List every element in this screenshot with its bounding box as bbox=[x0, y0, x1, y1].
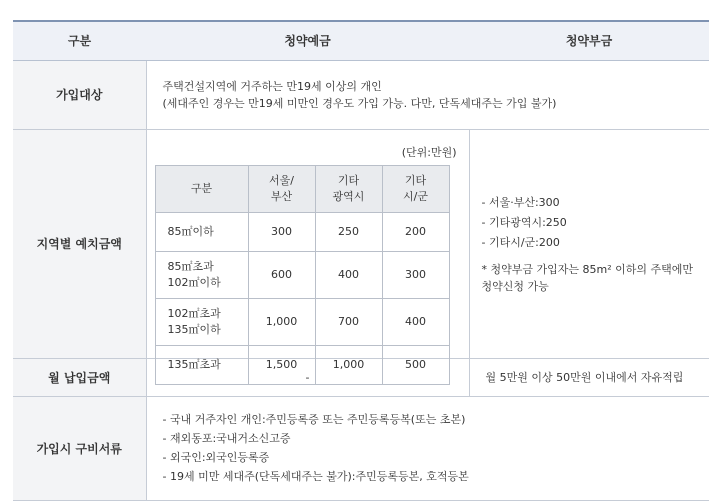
table-row bbox=[155, 345, 449, 384]
list-item: - 19세 미만 세대주(단독세대주는 불가):주민등록등본, 호적등본 bbox=[162, 470, 469, 483]
table-row bbox=[155, 298, 449, 345]
cell-value: 250 bbox=[315, 212, 382, 251]
deposit-amount-table bbox=[155, 165, 450, 385]
list-item: - 기타시/군:200 bbox=[481, 235, 560, 249]
header-category: 구분 bbox=[13, 21, 146, 60]
deposit-row bbox=[13, 129, 709, 358]
list-item: - 서울·부산:300 bbox=[481, 195, 560, 209]
documents-row bbox=[13, 396, 709, 500]
documents-list-cell bbox=[146, 396, 709, 500]
deposit-label: 지역별 예치금액 bbox=[13, 129, 146, 358]
deposit-header-metro: 기타 광역시 bbox=[315, 165, 382, 212]
deposit-header-other: 기타 시/군 bbox=[382, 165, 449, 212]
deposit-table-header bbox=[155, 165, 449, 212]
cell-value: 600 bbox=[248, 251, 315, 298]
cell-value: 400 bbox=[382, 298, 449, 345]
eligibility-text bbox=[146, 60, 709, 129]
documents-label: 가입시 구비서류 bbox=[13, 396, 146, 500]
unit-note: (단위:만원) bbox=[401, 145, 457, 159]
row-label: 135㎡초과 bbox=[155, 345, 248, 384]
cell-value: 200 bbox=[382, 212, 449, 251]
monthly-installment-value: 월 5만원 이상 50만원 이내에서 자유적립 bbox=[485, 370, 684, 384]
header-installment: 청약부금 bbox=[469, 21, 709, 60]
header-row bbox=[13, 21, 709, 60]
cell-value: 700 bbox=[315, 298, 382, 345]
row-label: 102㎡초과 135㎡이하 bbox=[155, 298, 248, 345]
row-label: 85㎡이하 bbox=[155, 212, 248, 251]
installment-deposit-cell bbox=[469, 129, 709, 358]
deposit-header-category: 구분 bbox=[155, 165, 248, 212]
cell-value: 1,000 bbox=[248, 298, 315, 345]
table-row bbox=[155, 251, 449, 298]
cell-value: 300 bbox=[248, 212, 315, 251]
eligibility-label: 가입대상 bbox=[13, 60, 146, 129]
monthly-deposit-value: - bbox=[146, 358, 469, 396]
list-item: - 기타광역시:250 bbox=[481, 215, 567, 229]
cell-value: 300 bbox=[382, 251, 449, 298]
monthly-label: 월 납입금액 bbox=[13, 358, 146, 396]
list-item: - 국내 거주자인 개인:주민등록증 또는 주민등록등복(또는 초본) bbox=[162, 413, 466, 426]
cell-value: 400 bbox=[315, 251, 382, 298]
cell-value: 1,000 bbox=[315, 345, 382, 384]
cell-value: 1,500 bbox=[248, 345, 315, 384]
documents-list bbox=[163, 410, 710, 486]
eligibility-line2: (세대주인 경우는 만19세 미만인 경우도 가입 가능. 다만, 단독세대주는 가입 불가) bbox=[162, 96, 557, 110]
header-deposit: 청약예금 bbox=[146, 21, 469, 60]
cell-value: 500 bbox=[382, 345, 449, 384]
table-row bbox=[155, 212, 449, 251]
installment-note: * 청약부금 가입자는 85m² 이하의 주택에만 청약신청 가능 bbox=[481, 262, 693, 293]
eligibility-row bbox=[13, 60, 709, 129]
deposit-header-seoul-busan: 서울/ 부산 bbox=[248, 165, 315, 212]
installment-amount-list bbox=[470, 193, 710, 253]
list-item: - 재외동포:국내거소신고증 bbox=[162, 432, 291, 445]
row-label: 85㎡초과 102㎡이하 bbox=[155, 251, 248, 298]
list-item: - 외국인:외국인등록증 bbox=[162, 451, 270, 464]
subscription-comparison-table bbox=[13, 20, 709, 501]
deposit-table-cell bbox=[146, 129, 469, 371]
eligibility-line1: 주택건설지역에 거주하는 만19세 이상의 개인 bbox=[162, 79, 382, 93]
